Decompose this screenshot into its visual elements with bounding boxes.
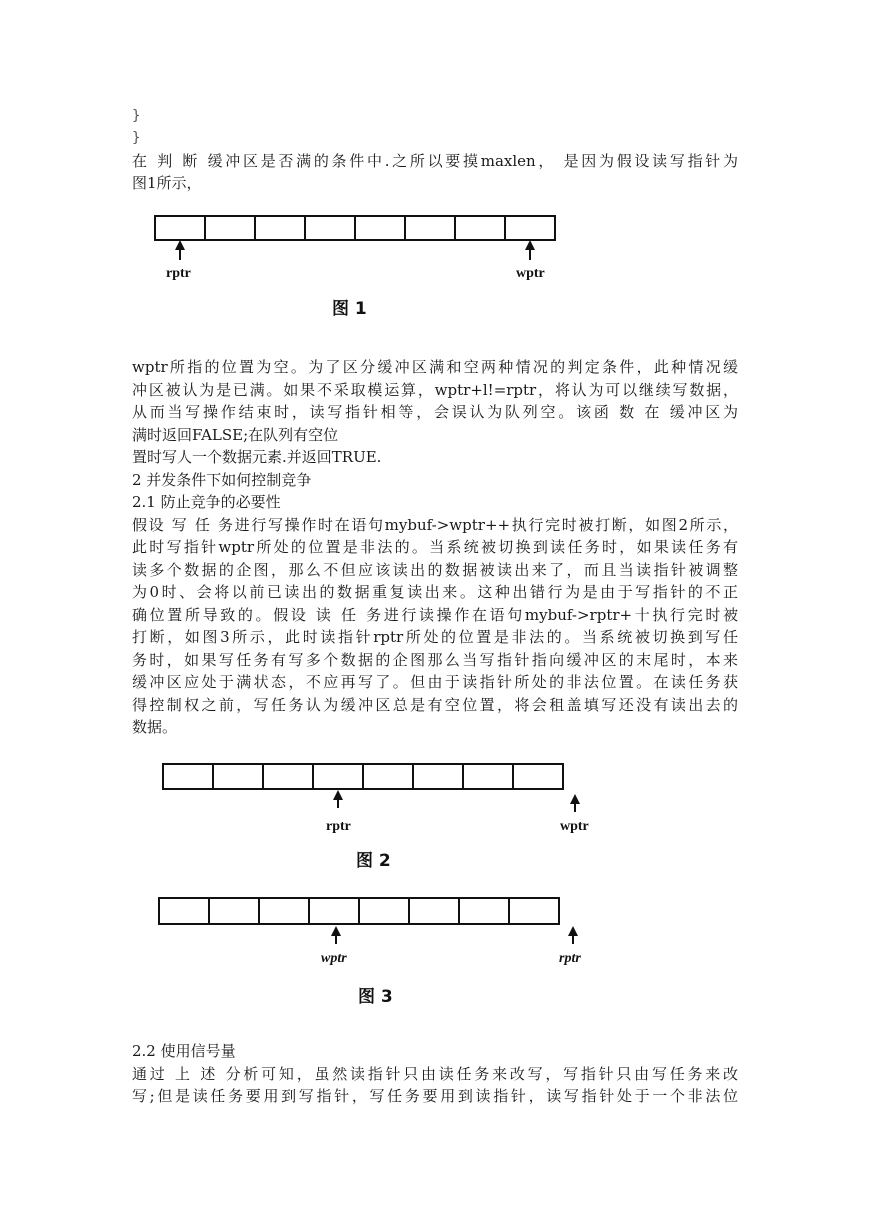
- section-heading: 2 并发条件下如何控制竞争: [132, 471, 312, 489]
- arrow-up-icon: [525, 240, 535, 260]
- paragraph-line: 假设 写 任 务进行写操作时在语句mybuf->wptr++执行完时被打断，如图2所示，: [132, 516, 738, 534]
- pointer-label: wptr: [516, 266, 545, 281]
- paragraph-line: wptr所指的位置为空。为了区分缓冲区满和空两种情况的判定条件，此种情况缓: [132, 358, 738, 376]
- figure-caption: 图 3: [358, 987, 393, 1007]
- buffer-cells: [163, 764, 563, 789]
- subsection-heading: 2.1 防止竞争的必要性: [132, 493, 281, 511]
- paragraph-line: 为0时、会将以前已读出的数据重复读出来。这种出错行为是由于写指针的不正: [132, 583, 738, 601]
- arrow-up-icon: [175, 240, 185, 260]
- paragraph-line: 从而当写操作结束时，读写指针相等，会误认为队列空。该函 数 在 缓冲区为: [132, 403, 738, 421]
- arrow-up-icon: [570, 794, 580, 812]
- paragraph-line: 在 判 断 缓冲区是否满的条件中.之所以要摸maxlen， 是因为假设读写指针为: [132, 152, 738, 170]
- buffer-cells: [159, 898, 559, 924]
- figure-1: [150, 210, 570, 325]
- paragraph-line: 务时，如果写任务有写多个数据的企图那么当写指针指向缓冲区的末尾时，本来: [132, 651, 738, 669]
- pointer-label: wptr: [560, 819, 589, 834]
- arrow-up-icon: [331, 926, 341, 944]
- code-closing-brace: }: [132, 108, 141, 124]
- pointer-label: rptr: [166, 266, 191, 281]
- paragraph-line: 图1所示，: [132, 174, 202, 192]
- figure-2: [158, 758, 608, 878]
- paragraph-line: 冲区被认为是已满。如果不采取模运算，wptr+l!=rptr，将认为可以继续写数据，: [132, 381, 738, 399]
- subsection-heading: 2.2 使用信号量: [132, 1042, 236, 1060]
- arrow-up-icon: [333, 790, 343, 808]
- paragraph-line: 缓冲区应处于满状态，不应再写了。但由于读指针所处的非法位置。在读任务获: [132, 673, 738, 691]
- figure-caption: 图 1: [332, 299, 367, 319]
- pointer-label: wptr: [321, 951, 347, 966]
- figure-3: [156, 894, 606, 1014]
- paragraph-line: 满时返回FALSE;在队列有空位: [132, 426, 339, 444]
- paragraph-line: 得控制权之前，写任务认为缓冲区总是有空位置，将会租盖填写还没有读出去的: [132, 696, 738, 714]
- paragraph-line: 读多个数据的企图，那么不但应该读出的数据被读出来了，而且当读指针被调整: [132, 561, 738, 579]
- paragraph-line: 写;但是读任务要用到写指针，写任务要用到读指针，读写指针处于一个非法位: [132, 1087, 738, 1105]
- pointer-label: rptr: [559, 951, 581, 966]
- paragraph-line: 此时写指针wptr所处的位置是非法的。当系统被切换到读任务时，如果读任务有: [132, 538, 738, 556]
- paragraph-line: 置时写人一个数据元素.并返回TRUE.: [132, 448, 382, 466]
- paragraph-line: 确位置所导致的。假设 读 任 务进行读操作在语句mybuf->rptr+十执行完时被: [132, 606, 738, 624]
- code-closing-brace: }: [132, 130, 141, 146]
- pointer-label: rptr: [326, 819, 351, 834]
- figure-caption: 图 2: [356, 851, 391, 871]
- paragraph-line: 通过 上 述 分析可知，虽然读指针只由读任务来改写，写指针只由写任务来改: [132, 1065, 738, 1083]
- arrow-up-icon: [568, 926, 578, 944]
- paragraph-line: 打断，如图3所示，此时读指针rptr所处的位置是非法的。当系统被切换到写任: [132, 628, 738, 646]
- paragraph-line: 数据。: [132, 718, 178, 736]
- buffer-cells: [155, 216, 555, 240]
